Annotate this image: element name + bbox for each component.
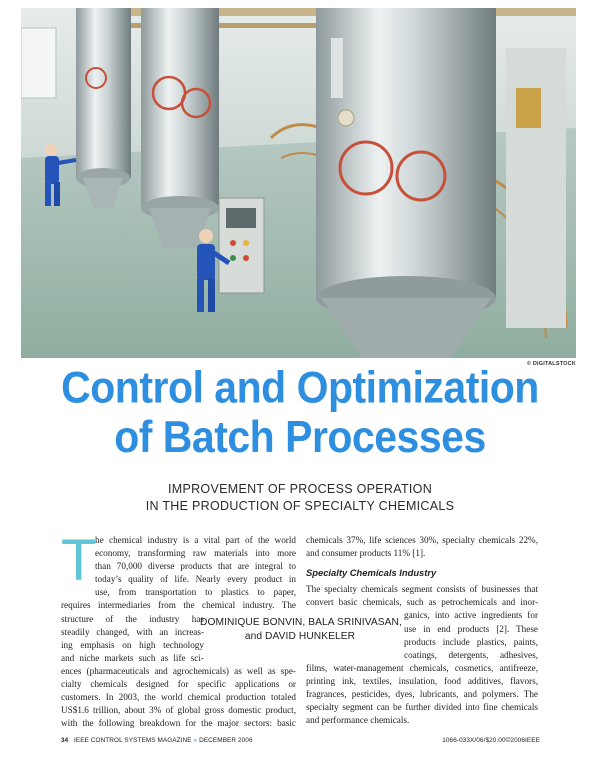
body-line: ences (pharmaceuticals and agrochemicals) as well as spe- xyxy=(61,665,296,676)
body-line: ganics, into active ingredients for xyxy=(404,610,538,621)
article-subtitle-line-2: IN THE PRODUCTION OF SPECIALTY CHEMICALS xyxy=(145,499,455,513)
body-line: The specialty chemicals segment consists of businesses that xyxy=(306,584,538,595)
header-photo xyxy=(21,8,576,358)
body-line: chemicals 37%, life sciences 30%, specialty chemicals 22%, xyxy=(306,535,538,545)
body-line: requires intermediaries from the chemical industry. The xyxy=(61,600,296,611)
industrial-plant-photo-icon xyxy=(21,8,576,358)
body-line: than 70,000 diverse products that are integral to xyxy=(95,561,296,572)
article-subtitle-line-1: IMPROVEMENT OF PROCESS OPERATION xyxy=(167,482,433,496)
section-heading: Specialty Chemicals Industry xyxy=(306,567,437,579)
article-subtitle xyxy=(0,481,600,515)
issue-date: DECEMBER 2006 xyxy=(199,737,253,744)
body-line: printing ink, textiles, insulation, food additives, flavors, xyxy=(306,675,538,686)
body-line: he chemical industry is a vital part of the world xyxy=(95,535,296,545)
body-line: steadily changed, with an increas- xyxy=(61,626,204,637)
page-number: 34 xyxy=(61,737,69,744)
body-line: cialty chemicals designed for specific applications or xyxy=(61,679,296,690)
authors-line-1: DOMINIQUE BONVIN, BALA SRINIVASAN, xyxy=(200,617,402,628)
body-line: use in end products [2]. These xyxy=(404,623,538,634)
body-line: fragrances, pesticides, dyes, lubricants, and polymers. The xyxy=(306,689,538,700)
magazine-name: IEEE CONTROL SYSTEMS MAGAZINE xyxy=(73,737,192,744)
body-line: customers. In 2003, the world chemical production totaled xyxy=(61,692,296,703)
drop-cap: T xyxy=(61,528,97,593)
body-line: and consumer products 11% [1]. xyxy=(306,548,426,559)
article-title-line-1: Control and Optimization xyxy=(61,362,539,412)
body-column-2 xyxy=(306,534,538,727)
article-title xyxy=(0,362,600,461)
body-line: coatings, detergents, adhesives, xyxy=(404,649,538,660)
footer-separator: » xyxy=(193,737,198,744)
body-line: products include plastics, paints, xyxy=(404,636,538,647)
body-line: ing emphasis on high technology xyxy=(61,639,204,650)
body-line: specialty segment can be further divided into fine chemicals xyxy=(306,702,538,713)
body-line: and niche markets such as life sci- xyxy=(61,652,204,663)
footer-issn: 1066-033X/06/$20.00©2006IEEE xyxy=(442,737,540,744)
body-line: US$1.6 trillion, about 3% of global gross domestic product, xyxy=(61,705,296,716)
body-line: and performance chemicals. xyxy=(306,715,410,726)
photo-credit: © DIGITALSTOCK xyxy=(526,361,576,367)
body-line: use, from transportation to plastics to paper, xyxy=(95,587,296,598)
body-line: today’s quality of life. Nearly every product in xyxy=(95,574,296,585)
footer-left xyxy=(61,737,253,744)
authors-line-2: and DAVID HUNKELER xyxy=(244,630,356,642)
body-line: convert basic chemicals, such as petrochemicals and inor- xyxy=(306,597,538,608)
body-line: structure of the industry has xyxy=(61,613,204,624)
article-title-line-2: of Batch Processes xyxy=(114,412,486,462)
body-line: films, water-management chemicals, cosmetics, antifreeze, xyxy=(306,662,538,673)
body-line: economy, transforming raw materials into more xyxy=(95,548,296,559)
body-line: with the following breakdown for the major sectors: basic xyxy=(61,718,296,729)
